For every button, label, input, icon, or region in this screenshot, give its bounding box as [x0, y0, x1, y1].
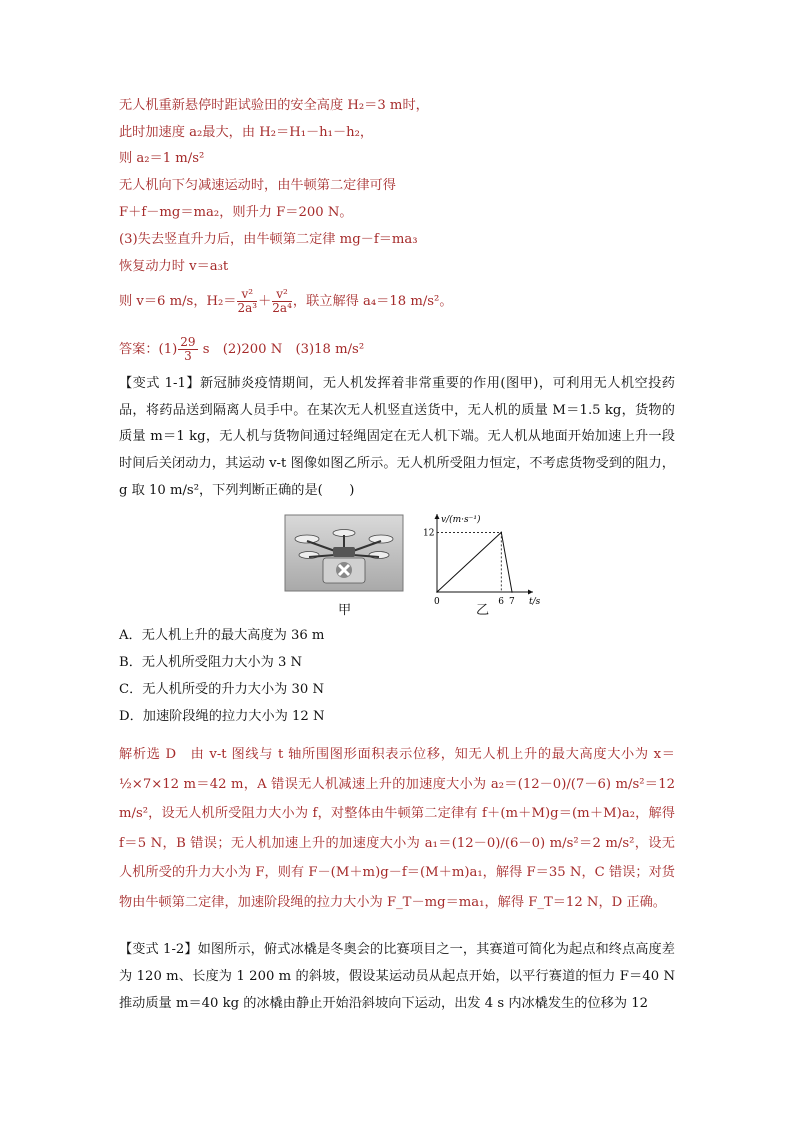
- fraction-v2-2a4: $\frac{\text{v²}}{\text{2a⁴}}$: [272, 287, 292, 315]
- fraction-29-3: $\frac{29}{3}$: [180, 335, 196, 363]
- solution-line-5: F＋f－mg＝ma₂，则升力 F＝200 N。: [119, 205, 353, 220]
- problem-1-1-text: 【变式 1-1】新冠肺炎疫情期间，无人机发挥着非常重要的作用(图甲)，可利用无人机空投药品，将药品送到隔离人员手中。在某次无人机竖直送货中，无人机的质量 M＝1.5 kg，货物的质量 m＝1 kg，无人机与货物间通过轻绳固定在无人机下端。无人机从地面开始加速上升一段时间后关闭动力，其运动 v-t 图像如图乙所示。无人机所受阻力恒定，不考虑货物受到的阻力，g 取 10 m/s²，下列判断正确的是( ): [119, 376, 675, 498]
- solution-line-6: (3)失去竖直升力后，由牛顿第二定律 mg－f＝ma₃: [119, 232, 418, 247]
- problem-1-2-text: 【变式 1-2】如图所示，俯式冰橇是冬奥会的比赛项目之一，其赛道可简化为起点和终点高度差为 120 m、长度为 1 200 m 的斜坡，假设某运动员从起点开始，以平行赛道的恒力 F＝40 N 推动质量 m＝40 kg 的冰橇由静止开始沿斜坡向下运动，出发 4 s 内冰橇发生的位移为 12: [119, 942, 675, 1011]
- x-axis-label: t/s: [529, 597, 541, 607]
- drone-photo: [285, 515, 403, 591]
- answer-values: s (2)200 N (3)18 m/s²: [202, 342, 365, 357]
- y-axis-label: v/(m·s⁻¹): [441, 515, 481, 525]
- solution-line-2: 此时加速度 a₂最大，由 H₂＝H₁－h₁－h₂，: [119, 125, 374, 140]
- figure-label-b: 乙: [476, 603, 490, 618]
- y-tick-label-12: 12: [423, 528, 435, 539]
- solution-line-8-start: 则 v＝6 m/s，H₂＝: [119, 294, 237, 309]
- solution-line-1: 无人机重新悬停时距试验田的安全高度 H₂＝3 m时，: [119, 98, 429, 113]
- solution-line-8-end: ，联立解得 a₄＝18 m/s²。: [292, 294, 453, 309]
- fraction-v2-2a3: $\frac{\text{v²}}{\text{2a³}}$: [237, 287, 258, 315]
- option-b: B．无人机所受阻力大小为 3 N: [119, 655, 303, 670]
- x-tick-label-6: 6: [498, 597, 505, 607]
- velocity-series-line: [437, 532, 512, 592]
- option-a: A．无人机上升的最大高度为 36 m: [119, 628, 325, 643]
- data-point-2: [511, 591, 513, 593]
- solution-line-3: 则 a₂＝1 m/s²: [119, 151, 205, 166]
- vt-chart: [415, 506, 539, 614]
- solution-line-7: 恢复动力时 v＝a₃t: [119, 259, 229, 274]
- option-d: D．加速阶段绳的拉力大小为 12 N: [119, 709, 325, 724]
- option-c: C．无人机所受的升力大小为 30 N: [119, 682, 325, 697]
- x-tick-label-7: 7: [509, 597, 515, 607]
- analysis-text: 解析选 D 由 v-t 图线与 t 轴所围图形面积表示位移，知无人机上升的最大高度大小为 x＝½×7×12 m＝42 m，A 错误无人机减速上升的加速度大小为 a₂＝(12－0)/(7－6) m/s²＝12 m/s²，设无人机所受阻力大小为 f，对整体由牛顿第二定律有 f＋(m＋M)g＝(m＋M)a₂，解得 f＝5 N，B 错误；无人机加速上升的加速度大小为 a₁＝(12－0)/(6－0) m/s²＝2 m/s²，设无人机所受的升力大小为 F，则有 F－(M＋m)g－f＝(M＋m)a₁，解得 F＝35 N，C 错误；对货物由牛顿第二定律，加速阶段绳的拉力大小为 F_T－mg＝ma₁，解得 F_T＝12 N，D 正确。: [119, 747, 675, 910]
- x-axis-arrow: [528, 590, 533, 595]
- solution-line-4: 无人机向下匀减速运动时，由牛顿第二定律可得: [119, 178, 396, 193]
- solution-line-8: 则 v＝6 m/s，H₂＝ $\frac{\text{v²}}{\text{2a³}}$ ＋ $\frac{\text{v²}}{\text{2a⁴}}$ ，联立解得 a₄＝18 m/s²。: [119, 287, 453, 315]
- answer-label: 答案：(1): [119, 342, 178, 357]
- data-point-0: [436, 591, 438, 593]
- figure-label-a: 甲: [338, 603, 352, 618]
- x-tick-label-0: 0: [434, 597, 440, 607]
- answer-line: [119, 336, 364, 363]
- y-axis-arrow: [435, 514, 440, 519]
